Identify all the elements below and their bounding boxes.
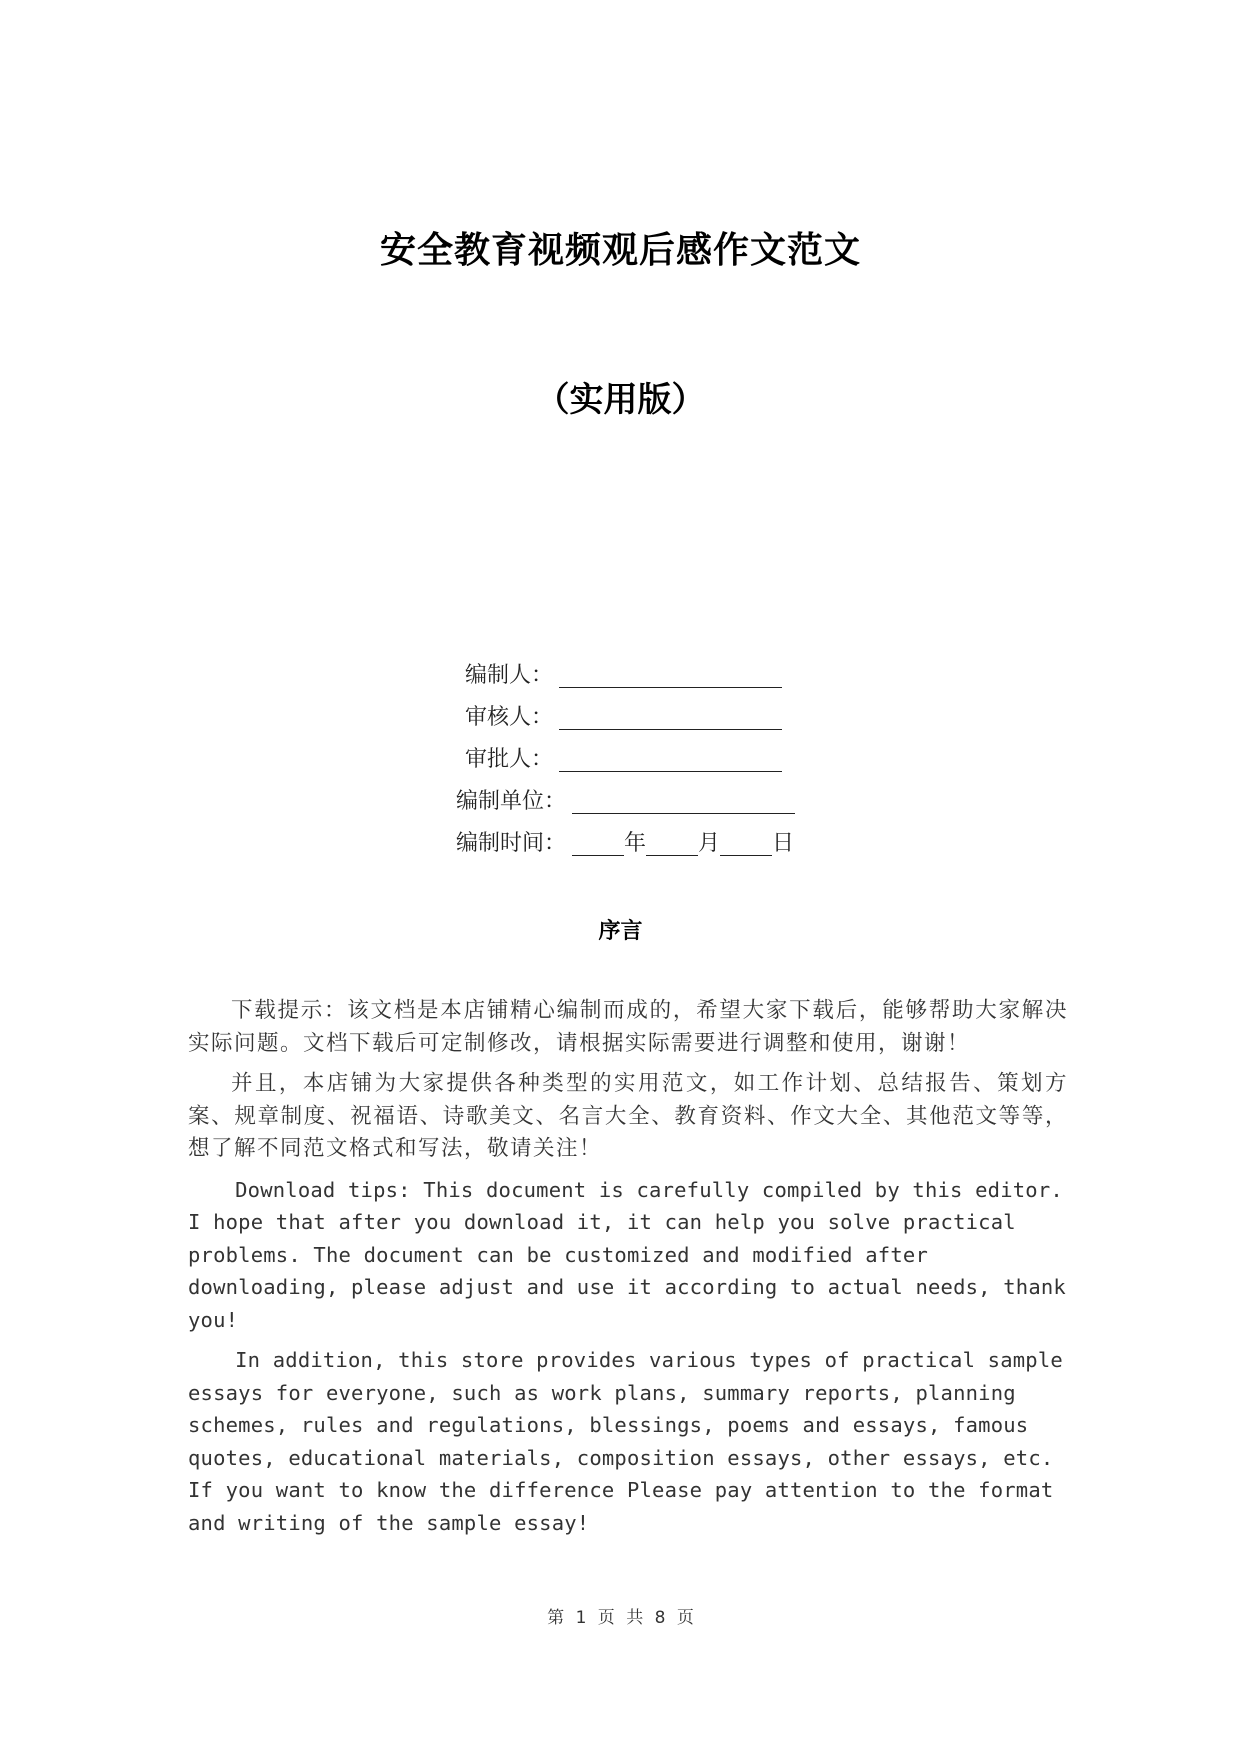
year-blank <box>572 833 624 856</box>
reviewer-label: 审核人： <box>464 705 553 730</box>
day-blank <box>720 833 772 856</box>
month-blank <box>646 833 698 856</box>
document-body <box>188 995 1068 1547</box>
reviewer-blank <box>559 707 782 730</box>
time-label: 编制时间： <box>455 831 566 856</box>
paragraph: 并且，本店铺为大家提供各种类型的实用范文，如工作计划、总结报告、策划方案、规章制度、祝福语、诗歌美文、名言大全、教育资料、作文大全、其他范文等等，想了解不同范文格式和写法，敬请关注！ <box>188 1071 1068 1161</box>
paragraph: In addition, this store provides various types of practical sample essays for everyone, such as work plans, summary reports, planning schemes, rules and regulations, blessings, poems and essays, famous quotes, educational materials, composition essays, other essays, etc. If you want to know the difference Please pay attention to the format and writing of the sample essay! <box>188 1348 1063 1535</box>
unit-row <box>440 781 840 823</box>
approver-row <box>440 739 840 781</box>
document-subtitle: （实用版） <box>535 380 706 420</box>
compiler-label: 编制人： <box>464 663 553 688</box>
unit-label: 编制单位： <box>455 789 566 814</box>
approver-blank <box>559 749 782 772</box>
month-unit: 月 <box>698 831 721 856</box>
compiler-row <box>440 655 840 697</box>
approver-label: 审批人： <box>464 747 553 772</box>
metadata-block <box>440 655 840 865</box>
preface-heading: 序言 <box>598 918 643 944</box>
page-footer: 第 1 页 共 8 页 <box>547 1608 694 1628</box>
reviewer-row <box>440 697 840 739</box>
paragraph: Download tips: This document is carefully compiled by this editor. I hope that after you download it, it can help you solve practical problems. The document can be customized and modified after downloading, please adjust and use it according to actual needs, thank you! <box>188 1177 1066 1332</box>
day-unit: 日 <box>772 831 795 856</box>
unit-blank <box>572 791 795 814</box>
time-row <box>440 823 840 865</box>
year-unit: 年 <box>624 831 647 856</box>
compiler-blank <box>559 665 782 688</box>
paragraph: 下载提示：该文档是本店铺精心编制而成的，希望大家下载后，能够帮助大家解决实际问题。文档下载后可定制修改，请根据实际需要进行调整和使用，谢谢！ <box>188 998 1068 1056</box>
document-title: 安全教育视频观后感作文范文 <box>379 229 861 271</box>
